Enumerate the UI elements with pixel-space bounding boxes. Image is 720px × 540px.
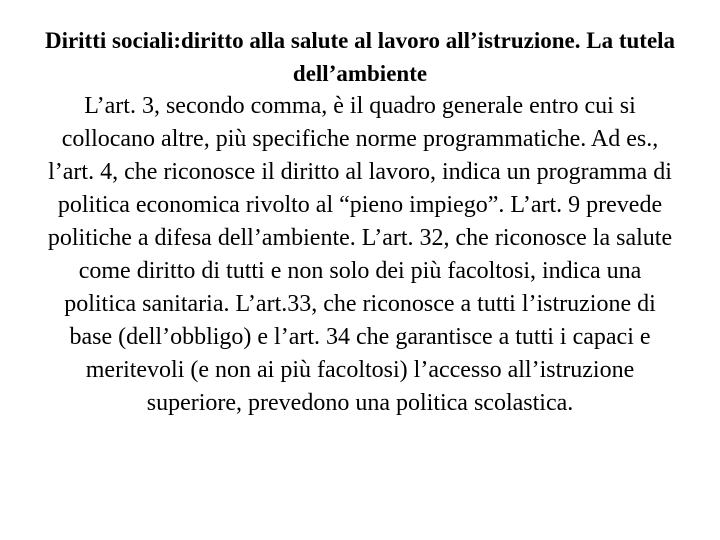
slide-title: Diritti sociali:diritto alla salute al lavoro all’istruzione. La tutela dell’ambiente xyxy=(44,28,676,86)
slide-body-text: L’art. 3, secondo comma, è il quadro generale entro cui si collocano altre, più specifiche norme programmatiche. Ad es., l’art. 4, che riconosce il diritto al lavoro, indica un programma di politica economica rivolto al “pieno impiego”. L’art. 9 prevede politiche a difesa dell’ambiente. L’art. 32, che riconosce la salute come diritto di tutti e non solo dei più facoltosi, indica una politica sanitaria. L’art.33, che riconosce a tutti l’istruzione di base (dell’obbligo) e l’art. 34 che garantisce a tutti i capaci e meritevoli (e non ai più facoltosi) l’accesso all’istruzione superiore, prevedono una politica scolastica. xyxy=(47,93,673,416)
slide-content xyxy=(40,24,680,420)
